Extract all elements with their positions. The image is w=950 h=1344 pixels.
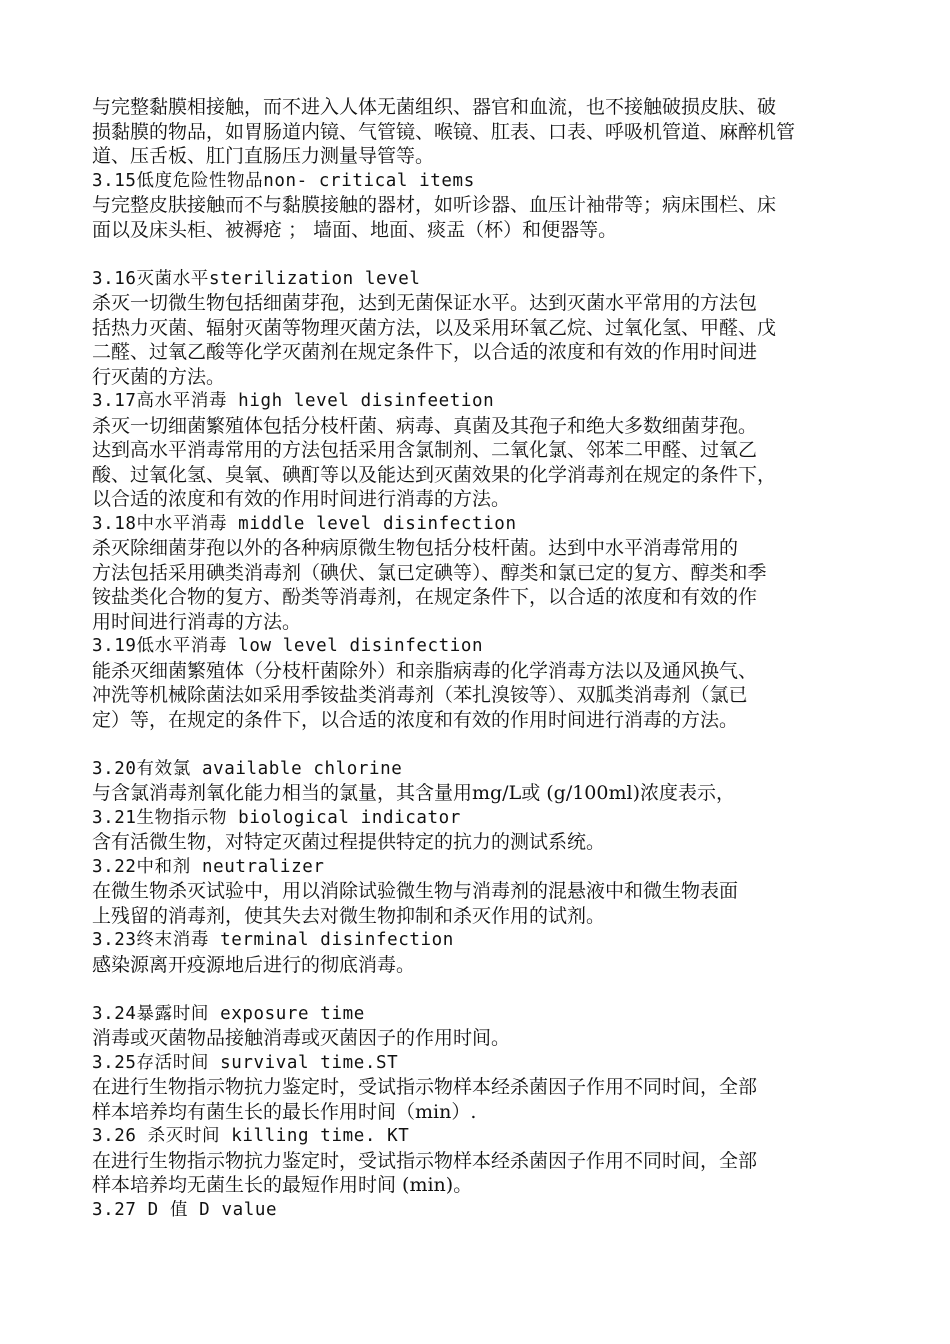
paragraph (92, 1026, 872, 1051)
paragraph-line: 样本培养均有菌生长的最长作用时间（min）. (92, 1100, 477, 1123)
blank-line (92, 977, 872, 1002)
paragraph-line: 在进行生物指示物抗力鉴定时，受试指示物样本经杀菌因子作用不同时间，全部 (92, 1149, 758, 1172)
paragraph-line: 杀灭一切细菌繁殖体包括分枝杆菌、病毒、真菌及其孢子和绝大多数细菌芽孢。 (92, 414, 758, 437)
section-heading: 3.25存活时间 survival time.ST (92, 1052, 399, 1073)
paragraph (92, 781, 872, 806)
paragraph-line: 消毒或灭菌物品接触消毒或灭菌因子的作用时间。 (92, 1027, 511, 1049)
paragraph-line: 冲洗等机械除菌法如采用季铵盐类消毒剂（苯扎溴铵等）、双胍类消毒剂（氯已 (92, 684, 748, 706)
paragraph-line: 方法包括采用碘类消毒剂（碘伏、氯已定碘等）、醇类和氯已定的复方、醇类和季 (92, 561, 767, 584)
paragraph (92, 953, 872, 978)
paragraph-line: 道、压舌板、肛门直肠压力测量导管等。 (92, 145, 435, 167)
paragraph-line: 杀灭除细菌芽孢以外的各种病原微生物包括分枝杆菌。达到中水平消毒常用的 (92, 537, 739, 559)
paragraph (92, 879, 872, 928)
section-heading: 3.16灭菌水平sterilization level (92, 268, 421, 289)
section-heading: 3.23终末消毒 terminal disinfection (92, 930, 454, 950)
paragraph (92, 536, 872, 634)
paragraph-line: 达到高水平消毒常用的方法包括采用含氯制剂、二氧化氯、邻苯二甲醛、过氧乙 (92, 439, 758, 461)
paragraph (92, 291, 872, 389)
section-heading: 3.20有效氯 available chlorine (92, 758, 403, 779)
section-heading: 3.22中和剂 neutralizer (92, 856, 325, 877)
paragraph-line: 铵盐类化合物的复方、酚类等消毒剂，在规定条件下，以合适的浓度和有效的作 (92, 586, 758, 608)
section-heading: 3.19低水平消毒 low level disinfection (92, 636, 484, 656)
section-heading: 3.27 D 值 D value (92, 1199, 278, 1220)
paragraph-line: 定）等，在规定的条件下，以合适的浓度和有效的作用时间进行消毒的方法。 (92, 708, 739, 731)
paragraph-line: 用时间进行消毒的方法。 (92, 610, 302, 633)
paragraph-line: 损黏膜的物品，如胃肠道内镜、气管镜、喉镜、肛表、口表、呼吸机管道、麻醉机管 (92, 120, 796, 143)
paragraph-line: 面以及床头柜、被褥疮 ； 墙面、地面、痰盂（杯）和便器等。 (92, 218, 618, 241)
paragraph-line: 酸、过氧化氢、臭氧、碘酊等以及能达到灭菌效果的化学消毒剂在规定的条件下， (92, 463, 777, 486)
paragraph-line: 能杀灭细菌繁殖体（分枝杆菌除外）和亲脂病毒的化学消毒方法以及通风换气、 (92, 659, 758, 682)
paragraph-line: 感染源离开疫源地后进行的彻底消毒。 (92, 953, 416, 976)
paragraph (92, 659, 872, 733)
paragraph-line: 括热力灭菌、辐射灭菌等物理灭菌方法，以及采用环氧乙烷、过氧化氢、甲醛、戊 (92, 316, 777, 339)
section-heading: 3.17高水平消毒 high level disinfeetion (92, 391, 495, 411)
paragraph-line: 与完整黏膜相接触，而不进入人体无菌组织、器官和血流，也不接触破损皮肤、破 (92, 96, 777, 118)
paragraph (92, 1075, 872, 1124)
blank-line (92, 242, 872, 267)
section-heading: 3.24暴露时间 exposure time (92, 1003, 365, 1024)
paragraph (92, 830, 872, 855)
paragraph-line: 以合适的浓度和有效的作用时间进行消毒的方法。 (92, 488, 511, 510)
paragraph-line: 样本培养均无菌生长的最短作用时间 (min)。 (92, 1174, 473, 1196)
blank-line (92, 732, 872, 757)
section-heading: 3.18中水平消毒 middle level disinfection (92, 513, 517, 534)
paragraph-line: 行灭菌的方法。 (92, 365, 226, 388)
paragraph-line: 上残留的消毒剂，使其失去对微生物抑制和杀灭作用的试剂。 (92, 904, 606, 927)
document-page (92, 95, 872, 1222)
paragraph (92, 193, 872, 242)
section-heading: 3.26 杀灭时间 killing time. KT (92, 1126, 410, 1146)
paragraph-line: 含有活微生物，对特定灭菌过程提供特定的抗力的测试系统。 (92, 831, 606, 853)
paragraph-line: 在进行生物指示物抗力鉴定时，受试指示物样本经杀菌因子作用不同时间，全部 (92, 1076, 758, 1098)
paragraph-line: 与含氯消毒剂氧化能力相当的氯量，其含量用mg/L或 (g/100ml)浓度表示， (92, 782, 735, 804)
paragraph-line: 与完整皮肤接触而不与黏膜接触的器材，如听诊器、血压计袖带等；病床围栏、床 (92, 194, 777, 216)
paragraph (92, 414, 872, 512)
paragraph (92, 1149, 872, 1198)
paragraph-line: 在微生物杀灭试验中，用以消除试验微生物与消毒剂的混悬液中和微生物表面 (92, 880, 739, 902)
section-heading: 3.21生物指示物 biological indicator (92, 807, 461, 828)
section-heading: 3.15低度危险性物品non- critical items (92, 170, 475, 191)
paragraph-line: 杀灭一切微生物包括细菌芽孢，达到无菌保证水平。达到灭菌水平常用的方法包 (92, 292, 758, 314)
paragraph-line: 二醛、过氧乙酸等化学灭菌剂在规定条件下，以合适的浓度和有效的作用时间进 (92, 341, 758, 363)
paragraph (92, 95, 872, 169)
